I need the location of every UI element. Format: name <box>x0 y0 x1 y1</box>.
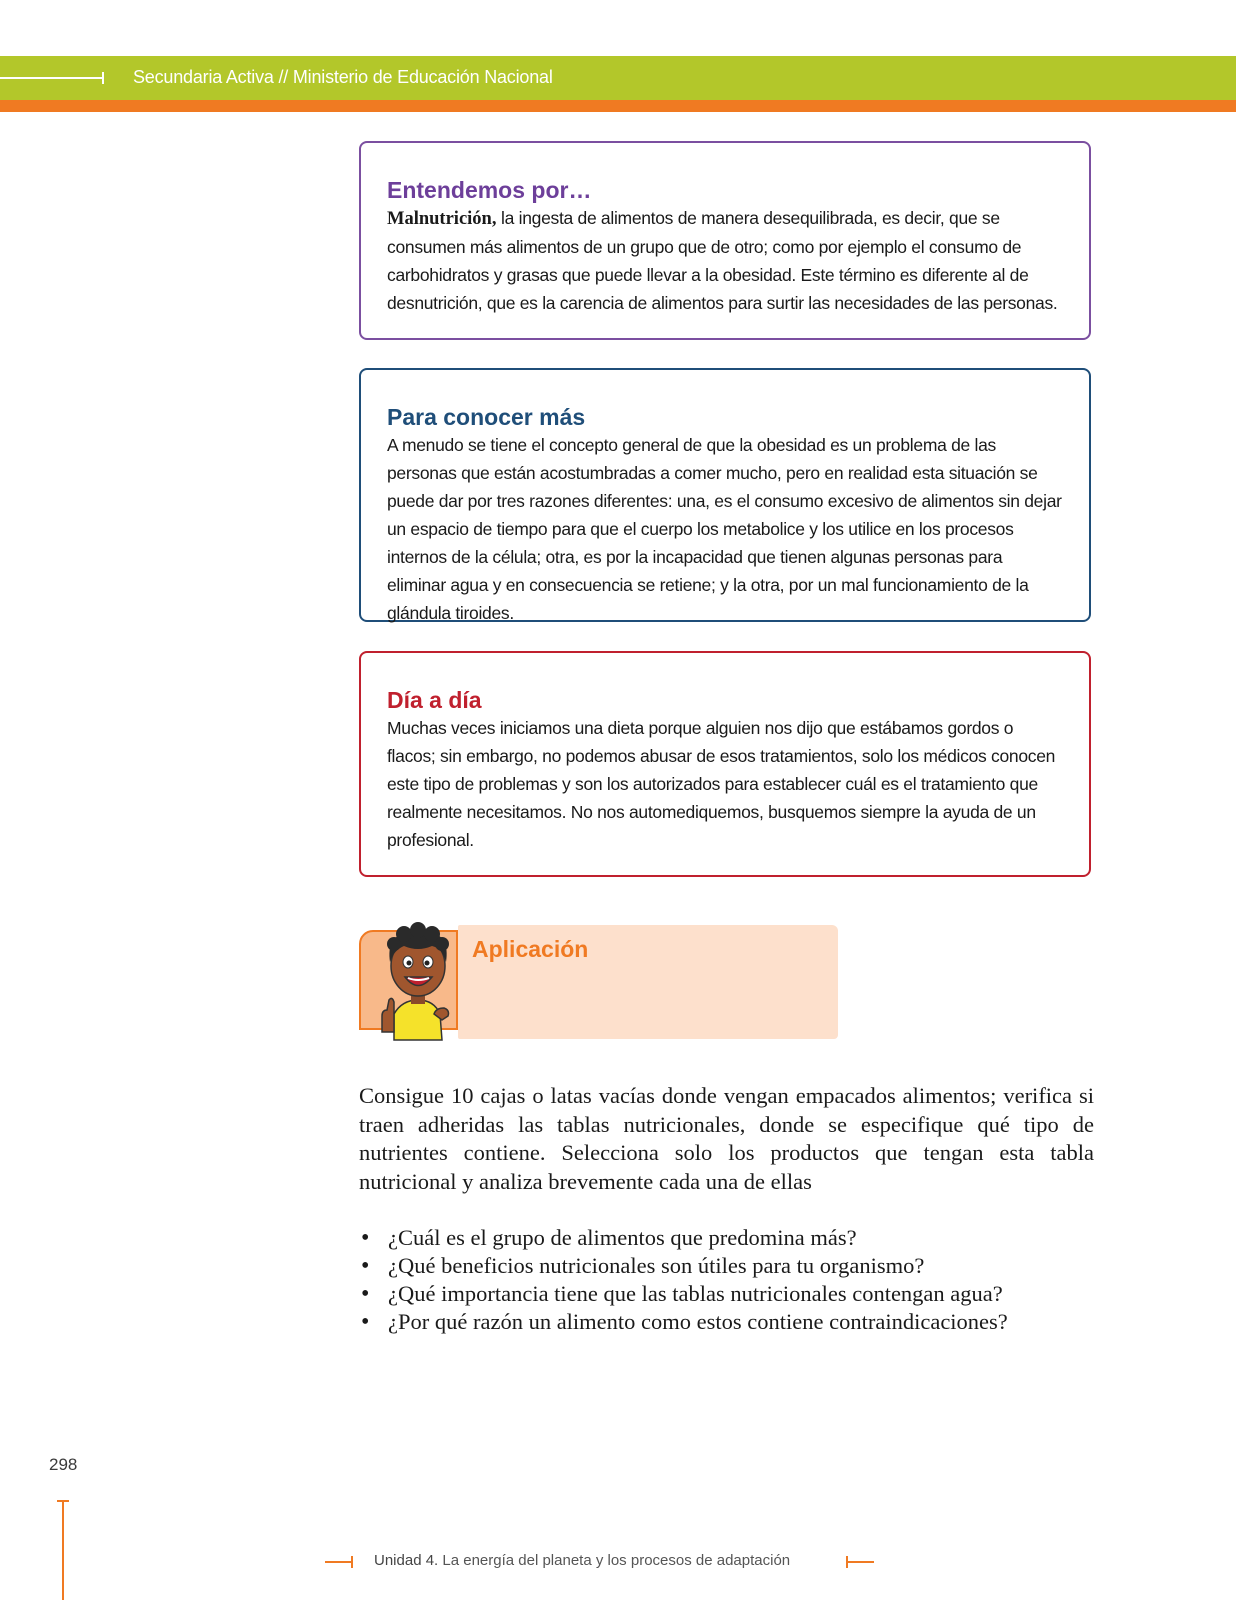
question-list <box>359 1224 1094 1336</box>
list-item: • ¿Por qué razón un alimento como estos contiene contraindicaciones? <box>359 1308 1094 1336</box>
list-item: • ¿Cuál es el grupo de alimentos que predomina más? <box>359 1224 1094 1252</box>
footer-rule-right <box>846 1561 874 1563</box>
footer-rule-left-cap <box>351 1556 353 1568</box>
thumbs-up-kid-icon <box>372 922 464 1042</box>
dia-a-dia-text: Muchas veces iniciamos una dieta porque alguien nos dijo que estábamos gordos o flacos; sin embargo, no podemos abusar de esos tratamientos, solo los médicos conocen este tipo de problemas y son los autorizados para establecer cuál es el tratamiento que realmente necesitamos. No nos automediquemos, busquemos siempre la ayuda de un profesional. <box>387 718 1056 850</box>
entendemos-text <box>387 204 1063 317</box>
footer-rule-left <box>325 1561 352 1563</box>
list-item: • ¿Qué importancia tiene que las tablas nutricionales contengan agua? <box>359 1280 1094 1308</box>
aplicacion-title: Aplicación <box>472 936 589 962</box>
dia-a-dia-box <box>359 651 1091 877</box>
conocer-mas-text: A menudo se tiene el concepto general de que la obesidad es un problema de las personas que están acostumbradas a comer mucho, pero en realidad esta situación se puede dar por tres razones diferentes: una, es el consumo excesivo de alimentos sin dejar un espacio de tiempo para que el cuerpo los metabolice y los utilice en los procesos internos de la célula; otra, es por la incapacidad que tienen algunas personas para eliminar agua y en consecuencia se retiene; y la otra, por un mal funcionamiento de la glándula tiroides. <box>387 435 1062 623</box>
page-number: 298 <box>49 1455 78 1474</box>
running-footer <box>374 1552 790 1569</box>
conocer-mas-box <box>359 368 1091 622</box>
header-rule-cap <box>102 72 104 84</box>
footer-unit-label: Unidad 4. <box>374 1552 439 1569</box>
running-header: Secundaria Activa // Ministerio de Educación Nacional <box>133 67 553 87</box>
dia-a-dia-title: Día a día <box>387 687 482 713</box>
entendemos-definition: la ingesta de alimentos de manera desequilibrada, es decir, que se consumen más alimentos de un grupo que de otro; como por ejemplo el consumo de carbohidratos y grasas que puede llevar a la obesidad. Este término es diferente al de desnutrición, que es la carencia de alimentos para surtir las necesidades de las personas. <box>387 208 1058 313</box>
activity-instructions: Consigue 10 cajas o latas vacías donde vengan empacados alimentos; verifica si traen adheridas las tablas nutricionales, donde se especifique qué tipo de nutrientes contiene. Selecciona solo los productos que tengan esta tabla nutricional y analiza brevemente cada una de ellas <box>359 1083 1094 1194</box>
footer-rule-right-cap <box>846 1556 848 1568</box>
entendemos-box <box>359 141 1091 340</box>
header-accent-stripe <box>0 100 1236 112</box>
margin-rule <box>62 1500 64 1600</box>
entendemos-term: Malnutrición, <box>387 209 497 229</box>
footer-unit-title: La energía del planeta y los procesos de adaptación <box>438 1552 791 1569</box>
conocer-mas-title: Para conocer más <box>387 404 586 430</box>
margin-rule-cap <box>57 1500 69 1502</box>
entendemos-title: Entendemos por… <box>387 177 592 203</box>
header-rule <box>0 77 104 79</box>
list-item: • ¿Qué beneficios nutricionales son útiles para tu organismo? <box>359 1252 1094 1280</box>
